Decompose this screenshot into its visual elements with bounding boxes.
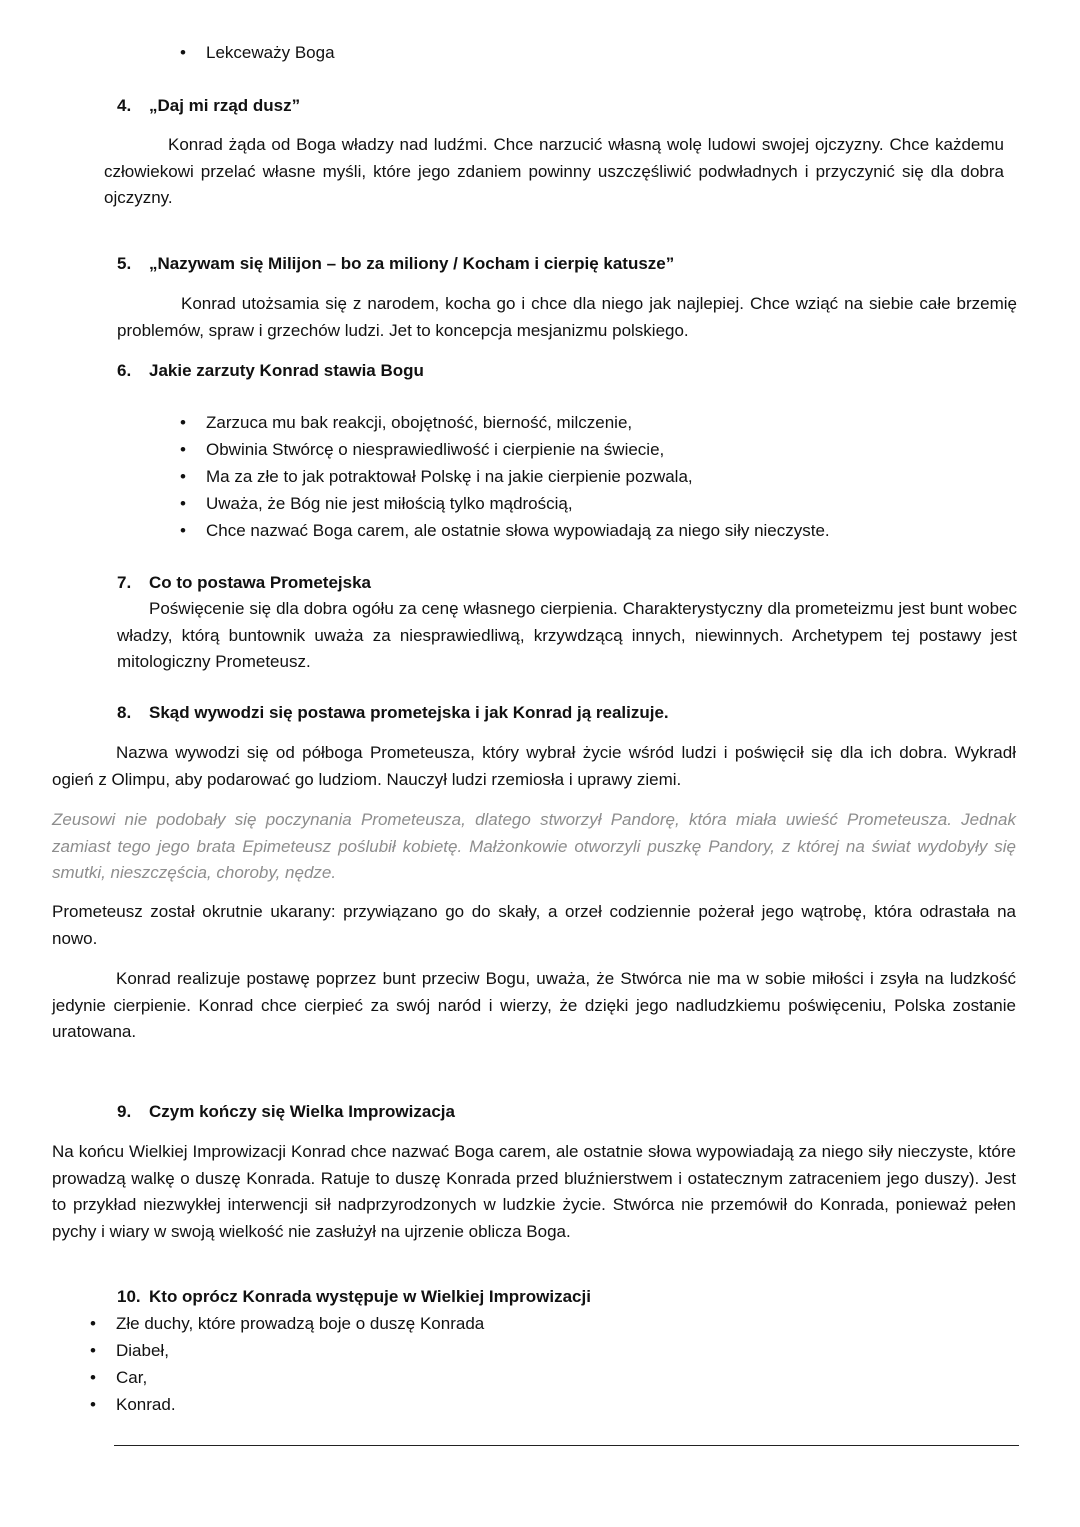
section-4-heading: 4. „Daj mi rząd dusz” [117,96,301,115]
section-8-paragraph-4: Konrad realizuje postawę poprzez bunt przeciw Bogu, uważa, że Stwórca nie ma w sobie miłości i zsyła na ludzkość jedynie cierpienie. Konrad chce cierpieć za swój naród i wierzy, że dzięki jego nadludzkiemu poświęceniu, Polska zostanie uratowana. [52,969,1016,1041]
section-8-heading: 8. Skąd wywodzi się postawa prometejska i jak Konrad ją realizuje. [117,703,669,722]
bullet-icon: • [180,467,186,486]
bullet-icon: • [180,521,186,540]
section-6-heading: 6. Jakie zarzuty Konrad stawia Bogu [117,361,424,380]
section-5-heading: 5. „Nazywam się Milijon – bo za miliony / Kocham i cierpię katusze” [117,254,675,273]
bullet-icon: • [180,440,186,459]
bullet-icon: • [180,494,186,513]
bullet-icon: • [90,1314,96,1333]
bullet-icon: • [90,1368,96,1387]
section-9-paragraph: Na końcu Wielkiej Improwizacji Konrad chce nazwać Boga carem, ale ostatnie słowa wypowiadają za niego siły nieczyste, które prowadzą walkę o duszę Konrada. Ratuje to duszę Konrada przed bluźnierstwem i ostatecznym zatraceniem jego duszy). Jest to przykład niezwykłej interwencji sił nadprzyrodzonych w ludzkie życie. Stwórca nie przemówił do Konrada, ponieważ pełen pychy i wiary w swoją wielkość nie zasłużył na ujrzenie oblicza Boga. [52,1142,1016,1241]
bullet-icon: • [90,1341,96,1360]
section-8-paragraph-2: Zeusowi nie podobały się poczynania Prometeusza, dlatego stworzył Pandorę, która miała uwieść Prometeusza. Jednak zamiast tego jego brata Epimeteusz poślubił kobietę. Małżonkowie otworzyli puszkę Pandory, z której na świat wydobyły się smutki, nieszczęścia, choroby, nędze. [52,810,1016,882]
section-8-paragraph-1: Nazwa wywodzi się od półboga Prometeusza, który wybrał życie wśród ludzi i poświęcił się dla ich dobra. Wykradł ogień z Olimpu, aby podarować go ludziom. Nauczył ludzi rzemiosła i uprawy ziemi. [52,743,1016,789]
bullet-icon: • [90,1395,96,1414]
bullet-icon: • [180,413,186,432]
section-4-paragraph: Konrad żąda od Boga władzy nad ludźmi. Chce narzucić własną wolę ludowi swojej ojczyzny. Chce każdemu człowiekowi przelać własne myśli, które jego zdaniem powinny uszczęśliwić podwładnych i przyczynić się dla dobra ojczyzny. [104,135,1004,207]
section-5-paragraph: Konrad utożsamia się z narodem, kocha go i chce dla niego jak najlepiej. Chce wziąć na siebie całe brzemię problemów, spraw i grzechów ludzi. Jet to koncepcja mesjanizmu polskiego. [117,294,1017,340]
section-7-heading: 7. Co to postawa Prometejska [117,573,372,592]
bullet-icon: • [180,43,186,62]
section-9-heading: 9. Czym kończy się Wielka Improwizacja [117,1102,455,1121]
section-7-paragraph: Poświęcenie się dla dobra ogółu za cenę własnego cierpienia. Charakterystyczny dla prometeizmu jest bunt wobec władzy, którą buntownik uważa za niesprawiedliwą, krzywdzącą innych, niewinnych. Archetypem tej postawy jest mitologiczny Prometeusz. [117,599,1017,671]
section-8-paragraph-3: Prometeusz został okrutnie ukarany: przywiązano go do skały, a orzeł codziennie pożerał jego wątrobę, która odrastała na nowo. [52,902,1016,948]
section-10-heading: 10. Kto oprócz Konrada występuje w Wielkiej Improwizacji [117,1287,591,1306]
bottom-divider [114,1445,1019,1446]
